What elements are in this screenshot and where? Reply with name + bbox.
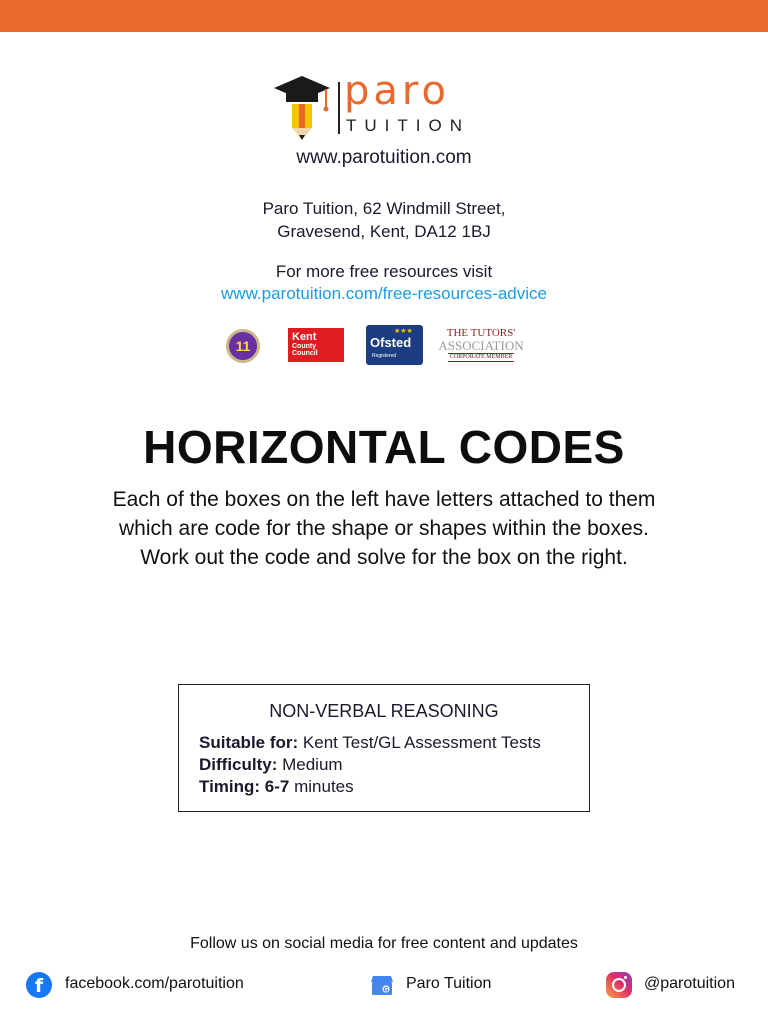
worksheet-title: HORIZONTAL CODES	[143, 421, 625, 473]
timing-line	[199, 777, 354, 797]
ofsted-registered-label: Registered	[372, 353, 397, 359]
timing-label: Timing: 6-7	[199, 777, 290, 796]
timing-value: minutes	[289, 777, 354, 796]
ofsted-stars-icon: ★★★	[394, 328, 413, 335]
description-line-1: Each of the boxes on the left have letters attached to them	[112, 488, 656, 511]
eleven-plus-badge: 11	[226, 329, 260, 363]
description-line-2: which are code for the shape or shapes within the boxes.	[119, 517, 649, 540]
address	[0, 197, 768, 243]
resources-link[interactable]: www.parotuition.com/free-resources-advice	[221, 284, 547, 303]
suitable-for-line	[199, 733, 541, 753]
google-business-link[interactable]	[370, 972, 510, 1000]
kent-badge-line-3: Council	[292, 350, 318, 357]
ofsted-badge	[366, 325, 423, 365]
address-line-2: Gravesend, Kent, DA12 1BJ	[277, 222, 491, 241]
ofsted-label: Ofsted	[370, 335, 412, 350]
facebook-icon: f	[26, 972, 52, 998]
website-url[interactable]: www.parotuition.com	[296, 147, 472, 168]
google-business-icon	[370, 974, 394, 996]
tutors-badge-line-1: THE TUTORS'	[446, 327, 516, 339]
resources-text: For more free resources visit	[275, 262, 493, 281]
kent-badge-line-2: County	[292, 343, 317, 350]
tutors-badge-line-2: ASSOCIATION	[438, 338, 524, 353]
social-follow-text: Follow us on social media for free content and updates	[190, 935, 578, 952]
kent-badge-line-1: Kent	[292, 331, 317, 343]
accreditation-badges	[0, 325, 768, 365]
instagram-icon	[606, 972, 632, 998]
logo-divider	[338, 82, 340, 134]
google-business-label: Paro Tuition	[406, 975, 492, 992]
svg-text:G: G	[383, 986, 389, 994]
info-heading: NON-VERBAL REASONING	[269, 701, 499, 721]
top-accent-bar	[0, 0, 768, 32]
tutors-association-badge	[434, 327, 528, 363]
paro-tuition-logo	[272, 68, 502, 142]
kent-county-council-badge	[288, 328, 344, 362]
instagram-link[interactable]	[606, 972, 751, 1000]
logo-wordmark-paro: paro	[344, 68, 450, 114]
facebook-link[interactable]	[26, 972, 286, 1000]
suitable-for-value: Kent Test/GL Assessment Tests	[298, 733, 541, 752]
instagram-label: @parotuition	[644, 975, 735, 992]
graduation-cap-pencil-icon	[272, 72, 332, 142]
worksheet-description	[0, 485, 768, 572]
tutors-badge-line-3: CORPORATE MEMBER	[449, 354, 513, 360]
difficulty-label: Difficulty:	[199, 755, 278, 774]
difficulty-value: Medium	[277, 755, 343, 774]
difficulty-line	[199, 755, 343, 775]
description-line-3: Work out the code and solve for the box on the right.	[140, 546, 628, 569]
address-line-1: Paro Tuition, 62 Windmill Street,	[262, 199, 506, 218]
worksheet-info-box	[178, 684, 590, 812]
logo-wordmark-tuition: TUITION	[346, 116, 470, 135]
suitable-for-label: Suitable for:	[199, 733, 299, 752]
facebook-label: facebook.com/parotuition	[65, 975, 244, 992]
